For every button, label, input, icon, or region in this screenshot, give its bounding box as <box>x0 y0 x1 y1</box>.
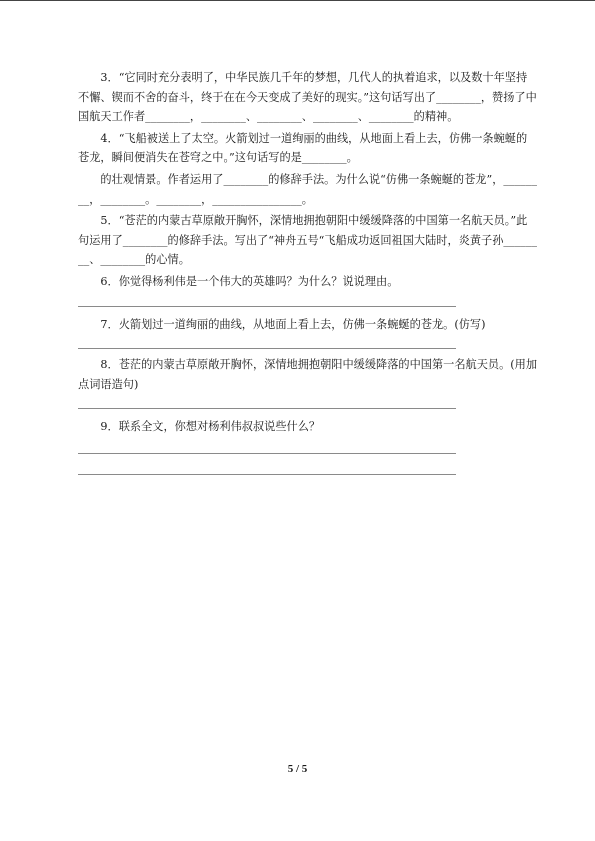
question-9-answer-line-1[interactable] <box>78 453 456 454</box>
question-6: 6．你觉得杨利伟是一个伟大的英雄吗？为什么？说说理由。 <box>100 274 399 288</box>
question-7: 7．火箭划过一道绚丽的曲线，从地面上看上去，仿佛一条蜿蜒的苍龙。(仿写) <box>100 317 486 331</box>
worksheet-content <box>78 68 538 475</box>
top-border-rule <box>0 0 595 1</box>
question-9-answer-line-2[interactable] <box>78 474 456 475</box>
question-4-part-1: 4．“飞船被送上了太空。火箭划过一道绚丽的曲线，从地面上看上去，仿佛一条蜿蜒的苍龙，瞬间便消失在苍穹之中。”这句话写的是________。 <box>78 131 528 165</box>
question-6-answer-line[interactable] <box>78 306 456 307</box>
question-7-answer-line[interactable] <box>78 348 456 349</box>
question-8: 8．苍茫的内蒙古草原敞开胸怀，深情地拥抱朝阳中缓缓降落的中国第一名航天员。(用加点词语造句) <box>78 358 538 391</box>
question-4-part-2: 的壮观情景。作者运用了________的修辞手法。为什么说“仿佛一条蜿蜒的苍龙”，________，________。________，________________。 <box>78 172 537 206</box>
question-8-answer-line[interactable] <box>78 408 456 409</box>
question-9: 9．联系全文，你想对杨利伟叔叔说些什么？ <box>100 420 321 434</box>
question-3: 3．“它同时充分表明了，中华民族几千年的梦想，几代人的执着追求，以及数十年坚持不懈、锲而不舍的奋斗，终于在在今天变成了美好的现实。”这句话写出了________，赞扬了中国航天工作者________，________、________、________、________的精神。 <box>78 71 537 124</box>
question-5: 5．“苍茫的内蒙古草原敞开胸怀，深情地拥抱朝阳中缓缓降落的中国第一名航天员。”此句运用了________的修辞手法。写出了“神舟五号“飞船成功返回祖国大陆时，炎黄子孙________、________的心情。 <box>78 214 537 267</box>
page-number: 5 / 5 <box>287 763 308 775</box>
